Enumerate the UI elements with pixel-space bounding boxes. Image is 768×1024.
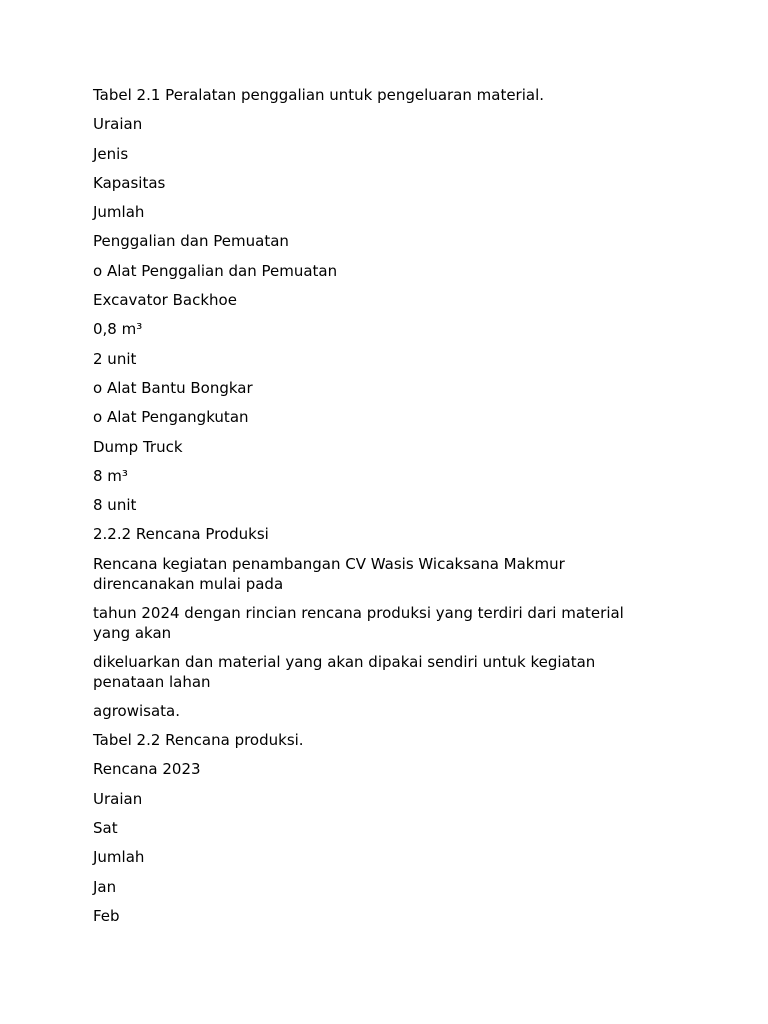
table-header-text: Jenis xyxy=(93,144,129,163)
table-header-text: Sat xyxy=(93,818,118,837)
table-cell-text: Penggalian dan Pemuatan xyxy=(93,232,289,251)
table-caption: Tabel 2.1 Peralatan penggalian untuk pengeluaran material. xyxy=(93,86,545,104)
table-cell-text: o Alat Penggalian dan Pemuatan xyxy=(93,261,338,280)
body-paragraph: agrowisata. xyxy=(93,701,181,720)
table-cell-text: 8 unit xyxy=(93,496,137,515)
table-cell-text: o Alat Pengangkutan xyxy=(93,408,249,427)
table-header-text: Uraian xyxy=(93,115,143,134)
body-paragraph: Rencana kegiatan penambangan CV Wasis Wicaksana Makmur direncanakan mulai pada xyxy=(93,554,565,593)
table-header-text: Feb xyxy=(93,906,120,925)
table-cell-text: 0,8 m³ xyxy=(93,320,143,339)
table-header-text: Jumlah xyxy=(93,848,145,867)
table-cell-text: Excavator Backhoe xyxy=(93,291,237,310)
table-header-text: Jumlah xyxy=(93,203,145,222)
section-heading: 2.2.2 Rencana Produksi xyxy=(93,525,269,544)
body-paragraph: dikeluarkan dan material yang akan dipakai sendiri untuk kegiatan penataan lahan xyxy=(93,652,596,691)
table-header-text: Rencana 2023 xyxy=(93,760,201,779)
table-header-text: Jan xyxy=(93,877,117,896)
table-header-text: Kapasitas xyxy=(93,173,166,192)
table-caption: Tabel 2.2 Rencana produksi. xyxy=(93,731,304,750)
table-header-text: Uraian xyxy=(93,789,143,808)
document-page xyxy=(93,85,653,935)
table-cell-text: Dump Truck xyxy=(93,437,183,456)
body-paragraph: tahun 2024 dengan rincian rencana produksi yang terdiri dari material yang akan xyxy=(93,603,624,642)
table-cell-text: o Alat Bantu Bongkar xyxy=(93,378,253,397)
table-cell-text: 8 m³ xyxy=(93,466,128,485)
table-cell-text: 2 unit xyxy=(93,349,137,368)
